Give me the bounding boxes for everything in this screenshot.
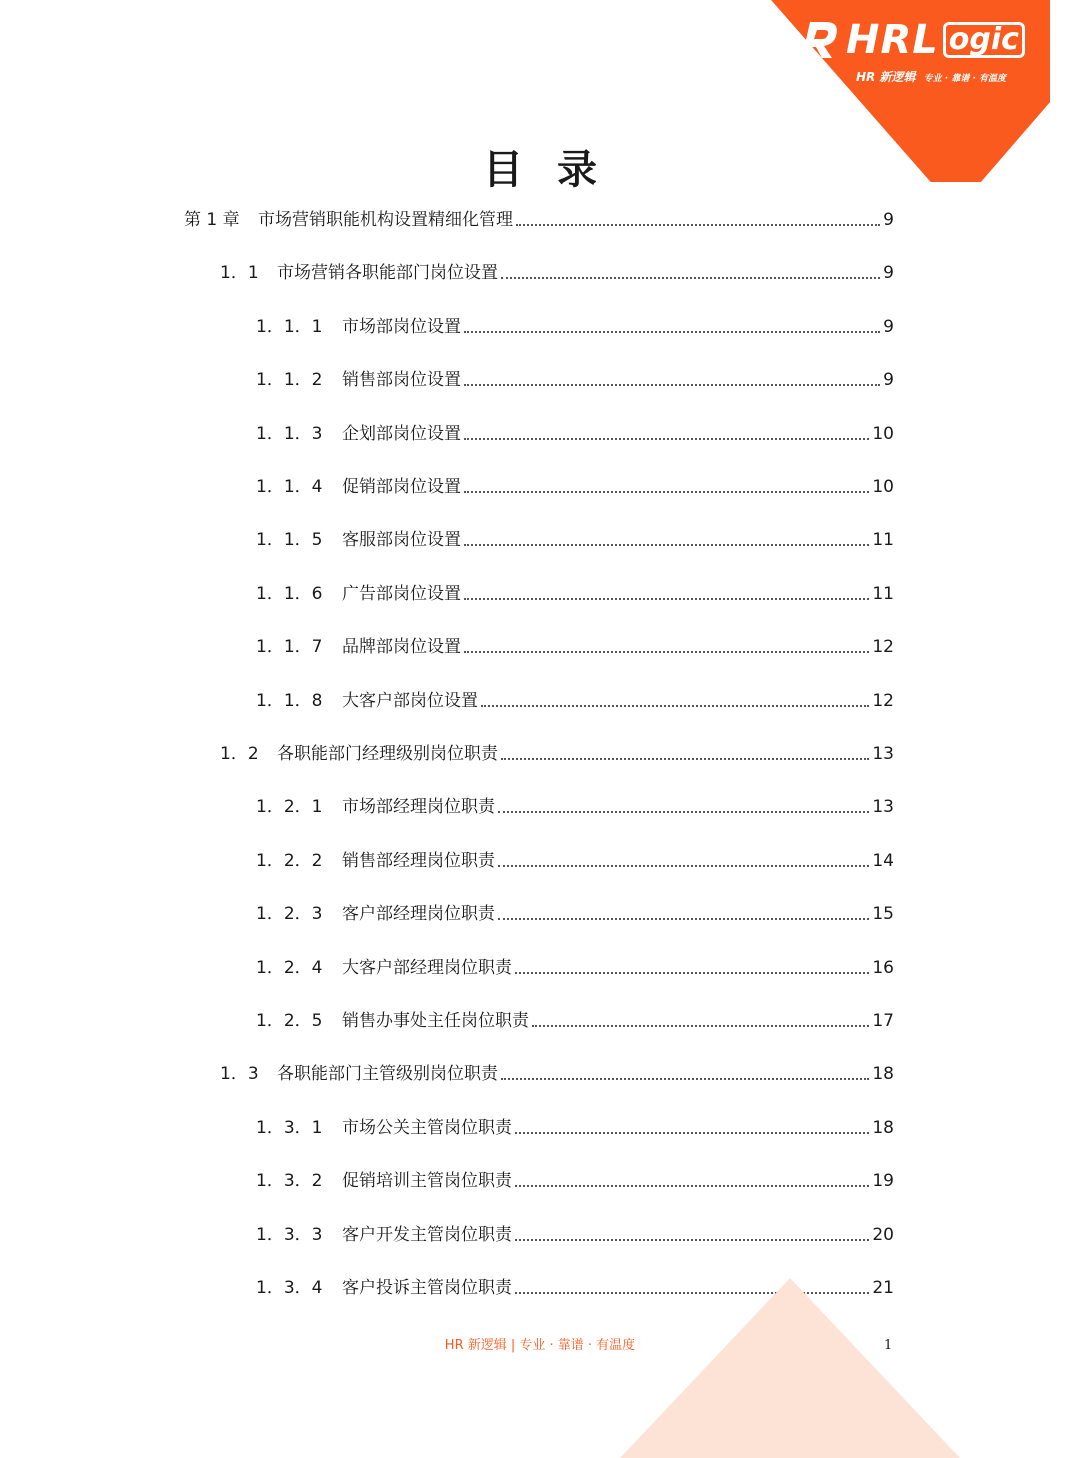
toc-entry-title: 各职能部门主管级别岗位职责 [277,1064,498,1085]
toc-entry[interactable] [256,578,894,610]
toc-entry-number: 第 1 章 [184,210,240,230]
toc-dot-leader [515,971,869,974]
toc-entry-title: 销售部岗位设置 [342,370,461,391]
toc-dot-leader [515,1131,869,1134]
toc-entry-number: 1．1．1 [256,316,323,337]
toc-entry-number: 1．1 [220,263,259,284]
toc-entry[interactable] [256,471,894,503]
toc-entry-title: 市场营销各职能部门岗位设置 [277,263,498,284]
toc-entry-page: 21 [872,1278,894,1298]
toc-entry-title: 市场营销职能机构设置精细化管理 [258,210,513,230]
toc-entry[interactable] [256,418,894,450]
toc-entry-number: 1．3．3 [256,1224,323,1245]
toc-entry-page: 12 [872,690,894,711]
toc-entry[interactable] [256,1219,894,1251]
toc-entry-page: 9 [883,316,894,337]
toc-dot-leader [501,276,880,279]
toc-entry[interactable] [256,1165,894,1197]
toc-entry-page: 20 [872,1224,894,1245]
toc-dot-leader [464,490,869,493]
toc-dot-leader [532,1024,869,1027]
toc-entry-title: 销售办事处主任岗位职责 [342,1011,529,1031]
toc-dot-leader [515,1238,869,1241]
toc-entry-title: 客户投诉主管岗位职责 [342,1278,512,1298]
toc-entry-number: 1．3．4 [256,1278,323,1298]
toc-entry-number: 1．1．7 [256,637,323,658]
toc-entry-number: 1．2．4 [256,957,323,978]
toc-entry-title: 市场公关主管岗位职责 [342,1117,512,1138]
toc-entry[interactable] [256,845,894,877]
toc-entry[interactable] [220,257,894,289]
toc-entry[interactable] [256,1112,894,1144]
toc-entry-title: 大客户部岗位设置 [342,690,478,711]
logo-slogan: 专业 · 靠谱 · 有温度 [923,74,1007,84]
toc-entry-page: 11 [872,583,894,604]
logo-subtitle [856,68,1046,85]
toc-dot-leader [501,1077,869,1080]
toc-entry[interactable] [256,1005,894,1037]
toc-entry-title: 品牌部岗位设置 [342,637,461,658]
toc-dot-leader [515,1184,869,1187]
toc-dot-leader [464,543,869,546]
toc-entry[interactable] [256,952,894,984]
toc-entry-number: 1．2．5 [256,1011,323,1031]
toc-entry-page: 18 [872,1064,894,1085]
toc-entry-page: 10 [872,423,894,444]
toc-entry-page: 17 [872,1011,894,1031]
toc-entry-title: 促销培训主管岗位职责 [342,1171,512,1192]
toc-entry-page: 16 [872,957,894,978]
footer-slogan: HR 新逻辑 | 专业 · 靠谱 · 有温度 [444,1338,636,1353]
toc-entry-title: 企划部岗位设置 [342,423,461,444]
toc-entry-title: 销售部经理岗位职责 [342,850,495,871]
toc-entry-page: 12 [872,637,894,658]
toc-entry-title: 各职能部门经理级别岗位职责 [277,744,498,764]
logo-wordmark [796,16,1046,64]
toc-dot-leader [516,223,880,226]
logo-hrl-text: HRL [846,17,939,63]
toc-entry-number: 1．3．1 [256,1117,323,1138]
logo-ogic-text: ogic [943,22,1025,58]
toc-entry-number: 1．1．5 [256,530,323,551]
toc-entry[interactable] [256,311,894,343]
toc-entry[interactable] [256,631,894,663]
toc-dot-leader [464,597,869,600]
toc-entry-title: 市场部经理岗位职责 [342,797,495,818]
toc-entry-number: 1．2．2 [256,850,323,871]
brand-logo [796,16,1046,88]
toc-dot-leader [498,864,869,867]
toc-entry-number: 1．1．3 [256,423,323,444]
toc-entry-title: 大客户部经理岗位职责 [342,957,512,978]
toc-entry-page: 9 [883,370,894,391]
toc-dot-leader [515,1291,869,1294]
toc-dot-leader [464,383,880,386]
toc-entry[interactable] [220,738,894,770]
page-title: 目录 [483,147,631,193]
toc-entry-number: 1．1．4 [256,477,323,497]
toc-entry-title: 广告部岗位设置 [342,583,461,604]
toc-entry[interactable] [256,685,894,717]
toc-entry-title: 促销部岗位设置 [342,477,461,497]
toc-dot-leader [498,810,869,813]
toc-entry[interactable] [184,204,894,236]
toc-entry-number: 1．2．3 [256,904,323,925]
toc-entry[interactable] [220,1058,894,1090]
logo-r-mark-icon [796,18,844,62]
toc-entry-page: 9 [883,263,894,284]
toc-entry-page: 18 [872,1117,894,1138]
toc-entry-page: 9 [883,210,894,230]
toc-entry-page: 13 [872,797,894,818]
toc-entry-number: 1．2 [220,744,259,764]
toc-entry-page: 10 [872,477,894,497]
toc-entry-page: 11 [872,530,894,551]
toc-dot-leader [464,330,880,333]
toc-entry-number: 1．1．2 [256,370,323,391]
toc-dot-leader [481,704,869,707]
toc-entry-number: 1．3 [220,1064,259,1085]
toc-entry-title: 客户部经理岗位职责 [342,904,495,925]
toc-dot-leader [464,650,869,653]
toc-entry-number: 1．1．8 [256,690,323,711]
bottom-decoration [620,1278,960,1458]
toc-entry-title: 客户开发主管岗位职责 [342,1224,512,1245]
toc-dot-leader [464,437,869,440]
toc-entry-page: 15 [872,904,894,925]
toc-entry-number: 1．1．6 [256,583,323,604]
toc-entry-title: 市场部岗位设置 [342,316,461,337]
toc-entry-title: 客服部岗位设置 [342,530,461,551]
toc-dot-leader [501,757,869,760]
toc-entry-page: 19 [872,1171,894,1192]
toc-entry-number: 1．2．1 [256,797,323,818]
toc-entry-page: 14 [872,850,894,871]
toc-entry[interactable] [256,524,894,556]
toc-entry[interactable] [256,791,894,823]
logo-subtitle-text: HR 新逻辑 [856,70,916,84]
toc-entry-page: 13 [872,744,894,764]
toc-entry[interactable] [256,898,894,930]
page-number: 1 [884,1338,893,1353]
toc-entry-number: 1．3．2 [256,1171,323,1192]
toc-dot-leader [498,917,869,920]
toc-entry[interactable] [256,364,894,396]
